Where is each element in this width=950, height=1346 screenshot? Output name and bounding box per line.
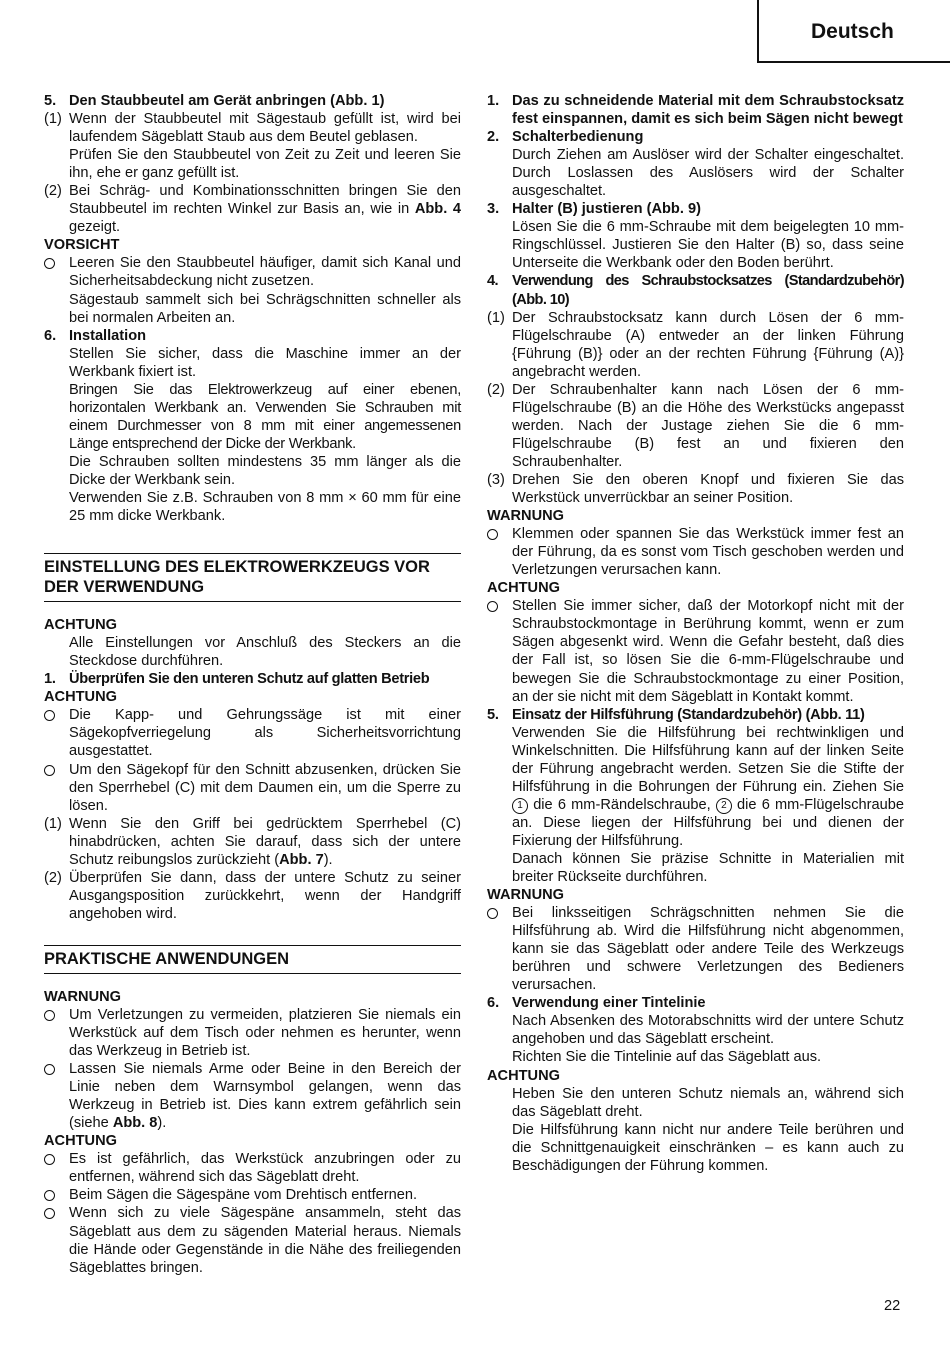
left-column [44,92,461,1277]
text-part: Wenn Sie den Griff bei gedrücktem Sperrhebel (C) hinabdrücken, achten Sie darauf, dass sich der untere Schutz reibungslos zurückzieht ( [69,815,461,868]
step-4-heading [487,272,904,308]
item-number: (1) [44,815,62,832]
figure-reference: Abb. 4 [414,201,461,218]
step-1 [487,309,904,381]
section-title [44,553,461,602]
section-6-heading [44,327,461,345]
heading-text: Verwendung des Schraubstocksatzes (Standardzubehör) (Abb. 10) [512,273,904,308]
paragraph: Stellen Sie sicher, dass die Maschine immer an der Werkbank fixiert ist. [69,345,461,380]
paragraph: Verwenden Sie z.B. Schrauben von 8 mm × 60 mm für eine 25 mm dicke Werkbank. [69,490,461,525]
text-part: gezeigt. [69,219,121,236]
bullet-circle-icon [44,254,69,290]
step-text: Der Schraubenhalter kann nach Lösen der 6 mm-Flügelschraube (B) an die Höhe des Werkstücks angepasst werden. Nach der Justage ziehen Sie die 6 mm-Flügelschraube (B) fest an und fixieren den Schraubenhalter. [512,381,904,470]
right-column [487,92,904,1175]
bullet-text: Klemmen oder spannen Sie das Werkstück immer fest an der Führung, da es sonst vom Tisch geschoben werden und Verletzungen verursachen kann. [512,526,904,579]
heading-text: Das zu schneidende Material mit dem Schraubstocksatz fest einspannen, damit es sich beim Sägen nicht bewegt [512,93,904,128]
item-number: (2) [44,183,62,200]
paragraph: Heben Sie den unteren Schutz niemals an, während sich das Sägeblatt dreht. [512,1085,904,1120]
heading-text: Halter (B) justieren (Abb. 9) [512,201,701,218]
step-2 [487,381,904,471]
step-text: Wenn der Staubbeutel mit Sägestaub gefüllt ist, wird bei laufendem Sägeblatt Staub aus dem Beutel geblasen. [69,111,461,146]
item-number: 2. [487,129,500,146]
bullet-text: Um Verletzungen zu vermeiden, platzieren Sie niemals ein Werkstück auf dem Tisch oder nehmen es herunter, wenn das Werkzeug in Betrieb ist. [69,1006,461,1060]
step-1-heading [487,92,904,128]
attention-bullet [44,1186,461,1204]
warning-bullet [487,525,904,579]
heading-text: Einsatz der Hilfsführung (Standardzubehör) (Abb. 11) [512,706,865,723]
paragraph: Die Hilfsführung kann nicht nur andere Teile berühren und die Schnittgenauigkeit einschränken – es kann auch zu Beschädigungen der Führung kommen. [512,1121,904,1174]
item-number: 3. [487,201,500,218]
bullet-circle-icon [487,525,512,579]
page-number: 22 [884,1298,901,1314]
section-title-text: EINSTELLUNG DES ELEKTROWERKZEUGS VOR DER VERWENDUNG [44,558,430,597]
warning-bullet [487,904,904,994]
language-label: Deutsch [811,20,894,43]
attention-bullet [44,706,461,760]
attention-label: ACHTUNG [44,689,117,706]
bullet-text: Es ist gefährlich, das Werkstück anzubringen oder zu entfernen, während sich das Sägeblatt dreht. [69,1151,461,1186]
attention-label: ACHTUNG [44,1133,117,1150]
step-2-heading [487,128,904,146]
bullet-circle-icon [44,1186,69,1204]
bullet-text: Bei linksseitigen Schrägschnitten nehmen Sie die Hilfsführung ab. Wird die Hilfsführung nicht abgenommen, kann sie das Sägeblatt oder andere Teile des Werkzeugs berühren und schwere Verletzungen des Bedieners verursachen. [512,905,904,994]
item-number: 6. [487,995,500,1012]
bullet-circle-icon [44,706,69,760]
section-5-heading [44,92,461,110]
caution-bullet [44,254,461,290]
text-part: Verwenden Sie die Hilfsführung bei rechtwinkligen und Winkelschnitten. Die Hilfsführung kann auf der linken Seite der Führung angebracht werden. Setzen Sie die Stifte der Hilfsführung in die Bohrungen der Führung ein. Ziehen Sie [512,724,904,795]
item-number: 4. [487,273,498,290]
step-3-heading [487,200,904,218]
bullet-text: Die Kapp- und Gehrungssäge ist mit einer Sägekopfverriegelung als Sicherheitsvorrichtung ausgestattet. [69,707,461,760]
circled-number-2: 2 [716,798,732,814]
text-part: Lassen Sie niemals Arme oder Beine in den Bereich der Linie neben dem Warnsymbol gelangen, wenn das Werkzeug in Betrieb ist. Dies kann extrem gefährlich sein (siehe [69,1061,461,1132]
step-text: Drehen Sie den oberen Knopf und fixieren Sie das Werkstück unverrückbar an seiner Position. [512,471,904,507]
figure-reference: Abb. 8 [112,1115,158,1132]
warning-label: WARNUNG [487,508,565,525]
item-number: 1. [487,93,500,109]
language-tab [757,0,950,63]
step-1-heading [44,670,461,688]
warning-bullet [44,1060,461,1132]
bullet-circle-icon [44,1204,69,1276]
step-text: Prüfen Sie den Staubbeutel von Zeit zu Zeit und leeren Sie ihn, ehe er ganz gefüllt ist. [69,147,461,182]
text-part: ). [323,851,333,868]
bullet-circle-icon [487,597,512,705]
figure-reference: Abb. 7 [279,851,324,868]
attention-bullet [44,1150,461,1186]
paragraph [487,724,904,850]
bullet-circle-icon [44,1150,69,1186]
circled-number-1: 1 [512,798,528,814]
step-5-heading [487,706,904,724]
warning-label: WARNUNG [487,887,565,904]
section-title-text: PRAKTISCHE ANWENDUNGEN [44,949,290,968]
warning-label: WARNUNG [44,988,122,1005]
bullet-circle-icon [44,1060,69,1132]
attention-label: ACHTUNG [487,580,560,597]
bullet-text: Wenn sich zu viele Sägespäne ansammeln, steht das Sägeblatt aus dem zu sägenden Material heraus. Niemals die Hände oder Gegenstände in die Nähe des freiliegenden Sägeblattes bringen. [69,1205,461,1276]
paragraph: Alle Einstellungen vor Anschluß des Steckers an die Steckdose durchführen. [69,635,461,670]
paragraph: Bringen Sie das Elektrowerkzeug auf einer ebenen, horizontalen Werkbank an. Verwenden Sie Schrauben mit einem Durchmesser von 8 mm mit einer angemessenen Länge entsprechend der Dicke der Werkbank. [69,381,461,452]
heading-text: Installation [69,327,147,344]
warning-bullet [44,1006,461,1060]
paragraph: Nach Absenken des Motorabschnitts wird der untere Schutz angehoben und das Sägeblatt erscheint. [512,1013,904,1048]
paragraph: Durch Ziehen am Auslöser wird der Schalter eingeschaltet. Durch Loslassen des Auslösers wird der Schalter ausgeschaltet. [512,147,904,200]
step-2 [44,182,461,236]
text-part: Bei Schräg- und Kombinationsschnitten bringen Sie den Staubbeutel im rechten Winkel zur Basis an, wie in [69,183,461,218]
bullet-text: Um den Sägekopf für den Schnitt abzusenken, drücken Sie den Sperrhebel (C) mit dem Daumen ein, um die Sperre zu lösen. [69,761,461,814]
step-6-heading [487,994,904,1012]
step-2 [44,869,461,923]
item-number: (1) [44,111,62,128]
item-number: (2) [44,869,62,886]
bullet-circle-icon [44,1006,69,1060]
item-number: 6. [44,327,57,344]
bullet-text: Leeren Sie den Staubbeutel häufiger, damit sich Kanal und Sicherheitsabdeckung nicht zusetzen. [69,255,461,290]
step-text [69,182,461,236]
item-number: (2) [487,381,505,398]
bullet-circle-icon [487,904,512,994]
heading-text: Verwendung einer Tintelinie [512,995,706,1012]
item-number: 5. [487,706,499,723]
step-text: Der Schraubstocksatz kann durch Lösen der 6 mm-Flügelschraube (A) entweder an der linken Führung {Führung (B)} oder an der rechten Führung {Führung (A)} angebracht werden. [512,309,904,380]
text-part: die 6 mm-Rändelschraube, [533,796,711,813]
attention-bullet [487,597,904,705]
attention-label: ACHTUNG [487,1067,560,1084]
paragraph: Die Schrauben sollten mindestens 35 mm länger als die Dicke der Werkbank sein. [69,453,461,488]
heading-text: Den Staubbeutel am Gerät anbringen (Abb. 1) [69,93,385,109]
bullet-text: Beim Sägen die Sägespäne vom Drehtisch entfernen. [69,1187,418,1204]
heading-text: Überprüfen Sie den unteren Schutz auf glatten Betrieb [69,671,430,688]
caution-label: VORSICHT [44,237,120,254]
bullet-text: Stellen Sie immer sicher, daß der Motorkopf nicht mit der Schraubstockmontage in Berührung kommt, wenn er zum Sägen abgesenkt wird. Wenn die Gefahr besteht, daß dies der Fall ist, so lösen Sie die 6-mm-Flügelschraube und bewegen Sie die Schraubstockmontage zu einer Position, an der sie nicht mit dem Sägeblatt in Kontakt kommt. [512,598,904,705]
bullet-text: Sägestaub sammelt sich bei Schrägschnitten schneller als bei normalen Arbeiten an. [69,291,461,326]
item-number: (3) [487,471,505,488]
section-title [44,945,461,974]
item-number: 5. [44,93,57,109]
bullet-text [69,1060,461,1132]
paragraph: Lösen Sie die 6 mm-Schraube mit dem beigelegten 10 mm-Ringschlüssel. Justieren Sie den Halter (B) so, dass seine Unterseite die Werkbank oder den Boden berührt. [512,219,904,272]
paragraph: Richten Sie die Tintelinie auf das Sägeblatt aus. [512,1049,822,1066]
bullet-circle-icon [44,761,69,815]
step-text: Überprüfen Sie dann, dass der untere Schutz zu seiner Ausgangsposition zurückkehrt, wenn der Handgriff angehoben wird. [69,869,461,922]
text-part: ). [157,1115,167,1132]
step-1 [44,110,461,146]
item-number: 1. [44,671,56,688]
step-1 [44,815,461,869]
step-3 [487,471,904,507]
heading-text: Schalterbedienung [512,129,644,146]
step-text [69,815,461,869]
item-number: (1) [487,309,505,326]
text-part: die 6 mm-Flügelschraube an. Diese liegen der Hilfsführung bei und dienen der Fixierung der Hilfsführung. [512,796,904,849]
attention-label: ACHTUNG [44,617,117,634]
attention-bullet [44,1204,461,1276]
paragraph: Danach können Sie präzise Schnitte in Materialien mit breiter Rückseite durchführen. [512,850,904,886]
attention-bullet [44,761,461,815]
